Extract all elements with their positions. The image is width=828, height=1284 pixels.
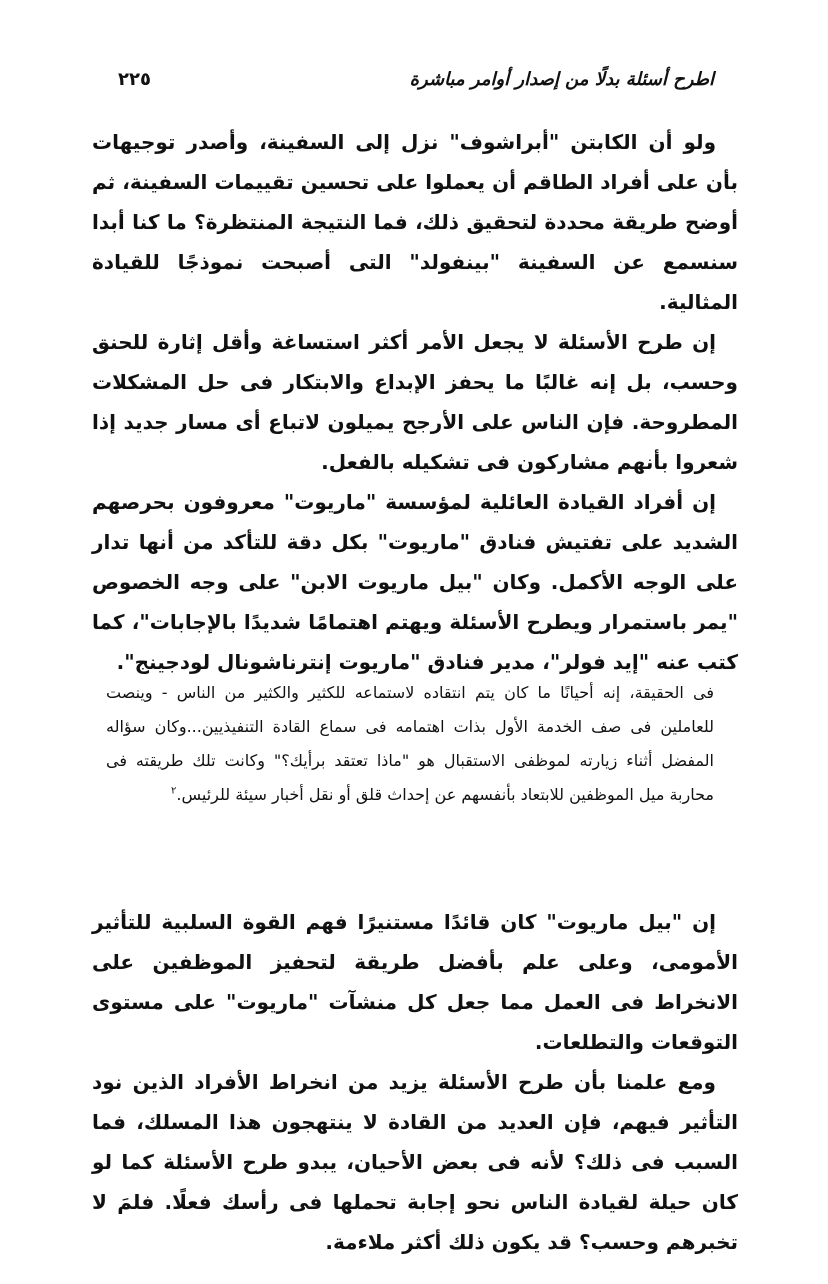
body-text-bottom xyxy=(92,902,738,1262)
footnote-marker: ٢ xyxy=(171,785,177,797)
paragraph: إن "بيل ماريوت" كان قائدًا مستنيرًا فهم القوة السلبية للتأثير الأمومى، وعلى علم بأفضل طريقة لتحفيز الموظفين على الانخراط فى العمل مما جعل كل منشآت "ماريوت" على مستوى التوقعات والتطلعات. xyxy=(92,910,738,1054)
quote-text: فى الحقيقة، إنه أحيانًا ما كان يتم انتقاده لاستماعه للكثير والكثير من الناس - وينصت للعاملين فى صف الخدمة الأول بذات اهتمامه فى سماع القادة التنفيذيين...وكان سؤاله المفضل أثناء زيارته لموظفى الاستقبال هو "ماذا تعتقد برأيك؟" وكانت تلك طريقته فى محاربة ميل الموظفين للابتعاد بأنفسهم عن إحداث قلق أو نقل أخبار سيئة للرئيس. xyxy=(106,683,714,804)
page-header xyxy=(118,58,714,90)
paragraph: ومع علمنا بأن طرح الأسئلة يزيد من انخراط الأفراد الذين نود التأثير فيهم، فإن العديد من القادة لا ينتهجون هذا المسلك، فما السبب فى ذلك؟ لأنه فى بعض الأحيان، يبدو طرح الأسئلة كما لو كان حيلة لقيادة الناس نحو إجابة تحملها فى رأسك فعلًا. فلمَ لا تخبرهم وحسب؟ قد يكون ذلك أكثر ملاءمة. xyxy=(92,1070,738,1254)
block-quote xyxy=(106,676,714,812)
paragraph: ولو أن الكابتن "أبراشوف" نزل إلى السفينة، وأصدر توجيهات بأن على أفراد الطاقم أن يعملوا على تحسين تقييمات السفينة، ثم أوضح طريقة محددة لتحقيق ذلك، فما النتيجة المنتظرة؟ ما كنا أبدا سنسمع عن السفينة "بينفولد" التى أصبحت نموذجًا للقيادة المثالية. xyxy=(92,130,738,314)
body-text-top xyxy=(92,122,738,682)
paragraph: إن طرح الأسئلة لا يجعل الأمر أكثر استساغة وأقل إثارة للحنق وحسب، بل إنه غالبًا ما يحفز الإبداع والابتكار فى حل المشكلات المطروحة. فإن الناس على الأرجح يميلون لاتباع أى مسار جديد إذا شعروا بأنهم مشاركون فى تشكيله بالفعل. xyxy=(92,330,738,474)
page-number: ٢٢٥ xyxy=(118,69,151,90)
running-title: اطرح أسئلة بدلًا من إصدار أوامر مباشرة xyxy=(409,69,714,90)
paragraph: إن أفراد القيادة العائلية لمؤسسة "ماريوت" معروفون بحرصهم الشديد على تفتيش فنادق "ماريوت" بكل دقة للتأكد من أنها تدار على الوجه الأكمل. وكان "بيل ماريوت الابن" على وجه الخصوص "يمر باستمرار ويطرح الأسئلة ويهتم اهتمامًا شديدًا بالإجابات"، كما كتب عنه "إيد فولر"، مدير فنادق "ماريوت إنترناشونال لودجينج". xyxy=(92,490,738,674)
